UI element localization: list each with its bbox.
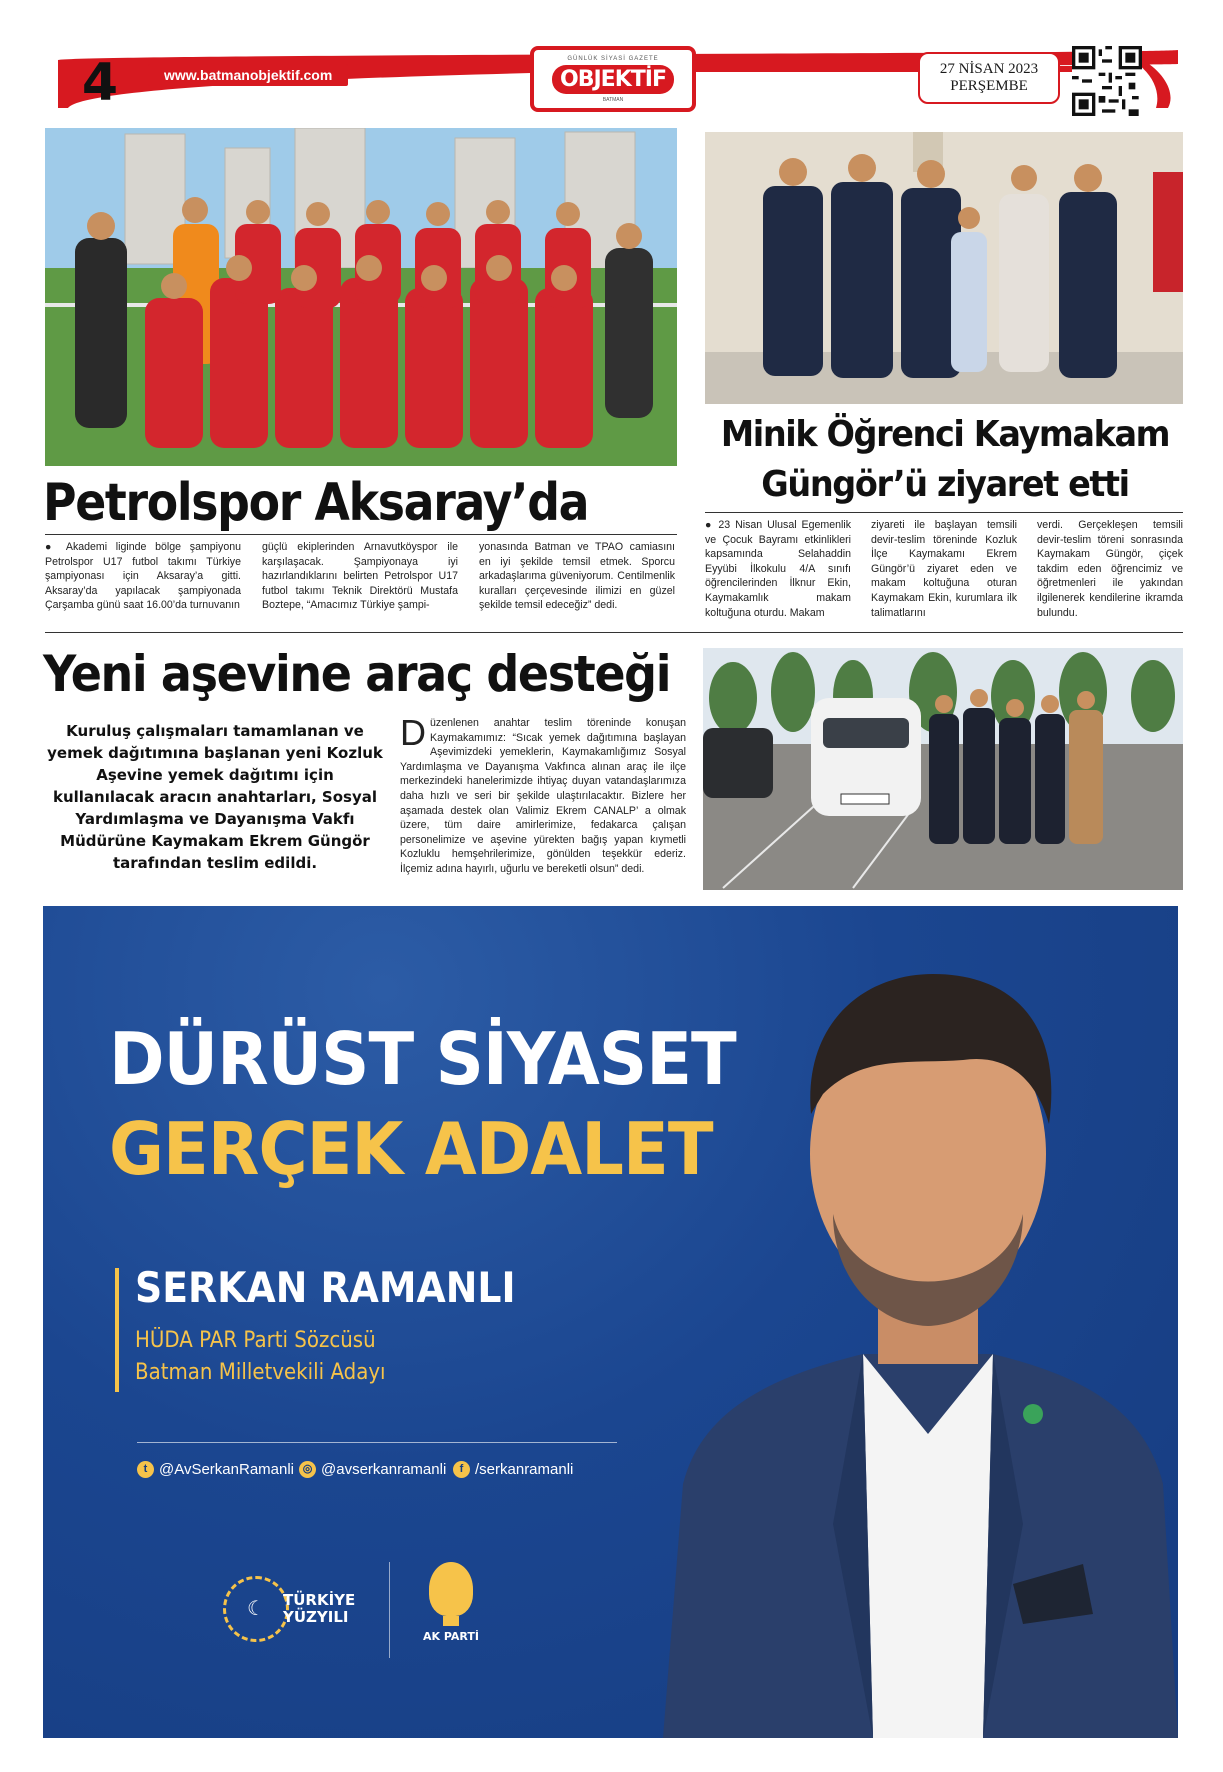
advert-divider (137, 1442, 617, 1443)
twitter-link[interactable] (137, 1458, 294, 1480)
candidate-role-2: Batman Milletvekili Adayı (135, 1360, 386, 1385)
petrolspor-col-1 (45, 540, 241, 613)
crescent-icon: ☾ (247, 1598, 265, 1620)
bullet-icon: ● (705, 519, 719, 531)
petrolspor-rule (45, 534, 677, 535)
minik-col-1 (705, 518, 851, 620)
petrolspor-text-1: Akademi liginde bölge şampiyonu Petrolspor U17 futbol takımı Türkiye şampiyonası için Aksaray’a gitti. Aksaray’da yapılacak şampiyonada Çarşamba günü saat 16.00’da turnuvanın (45, 541, 241, 612)
facebook-handle: /serkanramanli (475, 1460, 574, 1478)
light-bulb-icon (429, 1562, 473, 1616)
logo-separator (389, 1562, 390, 1658)
advert-slogan-line-1: DÜRÜST SİYASET (109, 1017, 736, 1101)
petrolspor-headline: Petrolspor Aksaray’da (43, 473, 589, 533)
masthead (0, 0, 1223, 125)
asevi-deck: Kuruluş çalışmaları tamamlanan ve yemek dağıtımına başlanan yeni Kozluk Aşevine yemek dağıtımı için kullanılacak aracın anahtarları, Sosyal Yardımlaşma ve Dayanışma Vakfı Müdürüne Kaymakam Ekrem Güngör tarafından teslim edildi. (47, 722, 383, 872)
minik-col-2 (871, 518, 1017, 620)
ak-parti-text: AK PARTİ (422, 1630, 479, 1643)
twitter-icon: t (137, 1461, 154, 1478)
minik-col-3 (1037, 518, 1183, 620)
asevi-dropcap: D (400, 712, 426, 753)
minik-text-2: ziyareti ile başlayan temsili devir-teslim töreninde Kozluk İlçe Kaymakamı Ekrem Güngör’ü ziyaret eden ve makam koltuğuna oturan Kaymakam Ekin, kurumlara ilk talimatlarını (871, 519, 1017, 619)
candidate-portrait (663, 964, 1178, 1738)
vehicle-handover-photo (703, 648, 1183, 890)
logo-tagline: GÜNLÜK SİYASİ GAZETE (567, 56, 659, 62)
turkiye-yuzyili-line-2: YÜZYILI (283, 1608, 349, 1626)
facebook-link[interactable] (453, 1458, 573, 1480)
twitter-handle: @AvSerkanRamanli (159, 1460, 295, 1478)
turkiye-yuzyili-line-1: TÜRKİYE (283, 1591, 356, 1609)
bullet-icon: ● (45, 541, 66, 553)
asevi-headline: Yeni aşevine araç desteği (43, 645, 671, 703)
minik-text-3: verdi. Gerçekleşen temsili devir-teslim töreni sonrasında Kaymakam Güngör, çiçek takdim eden öğrencimiz ve öğretmenleri ile yakından ilgilenerek kendilerine ikramda bulundu. (1037, 519, 1183, 619)
qr-code-icon[interactable] (1072, 46, 1142, 116)
turkiye-yuzyili-text (283, 1592, 355, 1626)
logo-city: BATMAN (602, 97, 624, 103)
page-number: 4 (81, 53, 119, 113)
petrolspor-text-3: yonasında Batman ve TPAO camiasını en iyi şekilde temsil etmek. Sporcu arkadaşlarıma güveniyorum. Centilmenlik kuralları çerçevesinde ilimizi en güzel şekilde temsil edeceğiz” dedi. (479, 541, 675, 612)
instagram-link[interactable] (299, 1458, 446, 1480)
petrolspor-col-2 (262, 540, 458, 613)
petrolspor-col-3 (479, 540, 675, 613)
ak-parti-logo (411, 1556, 491, 1656)
candidate-role-1: HÜDA PAR Parti Sözcüsü (135, 1328, 376, 1353)
issue-date-day: 27 NİSAN 2023 (939, 61, 1039, 77)
instagram-handle: @avserkanramanli (321, 1460, 447, 1478)
ceremony-photo (705, 132, 1183, 404)
facebook-icon: f (453, 1461, 470, 1478)
newspaper-logo (530, 46, 696, 112)
site-url[interactable]: www.batmanobjektif.com (148, 64, 348, 86)
petrolspor-text-2: güçlü ekiplerinden Arnavutköyspor ile karşılaşacak. Şampiyonaya iyi hazırlandıklarını belirten Petrolspor U17 futbol takımı Teknik Direktörü Mustafa Boztepe, “Amacımız Türkiye şampi- (262, 541, 458, 612)
campaign-advert (43, 906, 1178, 1738)
minik-rule (705, 512, 1183, 513)
minik-text-1: 23 Nisan Ulusal Egemenlik ve Çocuk Bayramı etkinlikleri kapsamında Selahaddin Eyyübi İlkokulu 4/A sınıfı öğrencilerinden İlknur Ekin, Kaymakamlık makam koltuğuna oturdu. Makam (705, 519, 852, 619)
issue-date (918, 52, 1060, 104)
advert-accent-bar (115, 1268, 119, 1392)
minik-headline: Minik Öğrenci Kaymakam Güngör’ü ziyaret etti (720, 414, 1170, 505)
candidate-name: SERKAN RAMANLI (135, 1263, 516, 1312)
asevi-body (400, 712, 686, 877)
instagram-icon: ◎ (299, 1461, 316, 1478)
turkiye-yuzyili-logo (223, 1568, 383, 1648)
logo-wordmark: OBJEKTİF (552, 65, 674, 94)
asevi-body-text: üzenlenen anahtar teslim töreninde konuşan Kaymakamımız: “Sıcak yemek dağıtımına başlayan Aşevimizdeki yemeklerin, Kaymakamlığımız Sosyal Yardımlaşma ve Dayanışma Vakfınca alınan araç ile ilçe merkezindeki hanelerimizde ihtiyaç duyan vatandaşlarımıza daha hızlı ve seri bir şekilde ulaştırılacaktır. Bizlere her aşamada destek olan Valimiz Ekrem CANALP’ a olmak üzere, tüm daire amirlerimize, fedakarca çalışan personelimize ve aşevine yürekten bağış yapan kıymetli Kozluklu hemşehrilerimize, gönülden teşekkür ederiz. İlçemiz adına hayırlı, uğurlu ve bereketli olsun” dedi. (400, 717, 686, 875)
section-divider (45, 632, 1183, 633)
advert-slogan-line-2: GERÇEK ADALET (109, 1107, 713, 1191)
football-team-photo (45, 128, 677, 466)
issue-date-weekday: PERŞEMBE (950, 78, 1028, 94)
